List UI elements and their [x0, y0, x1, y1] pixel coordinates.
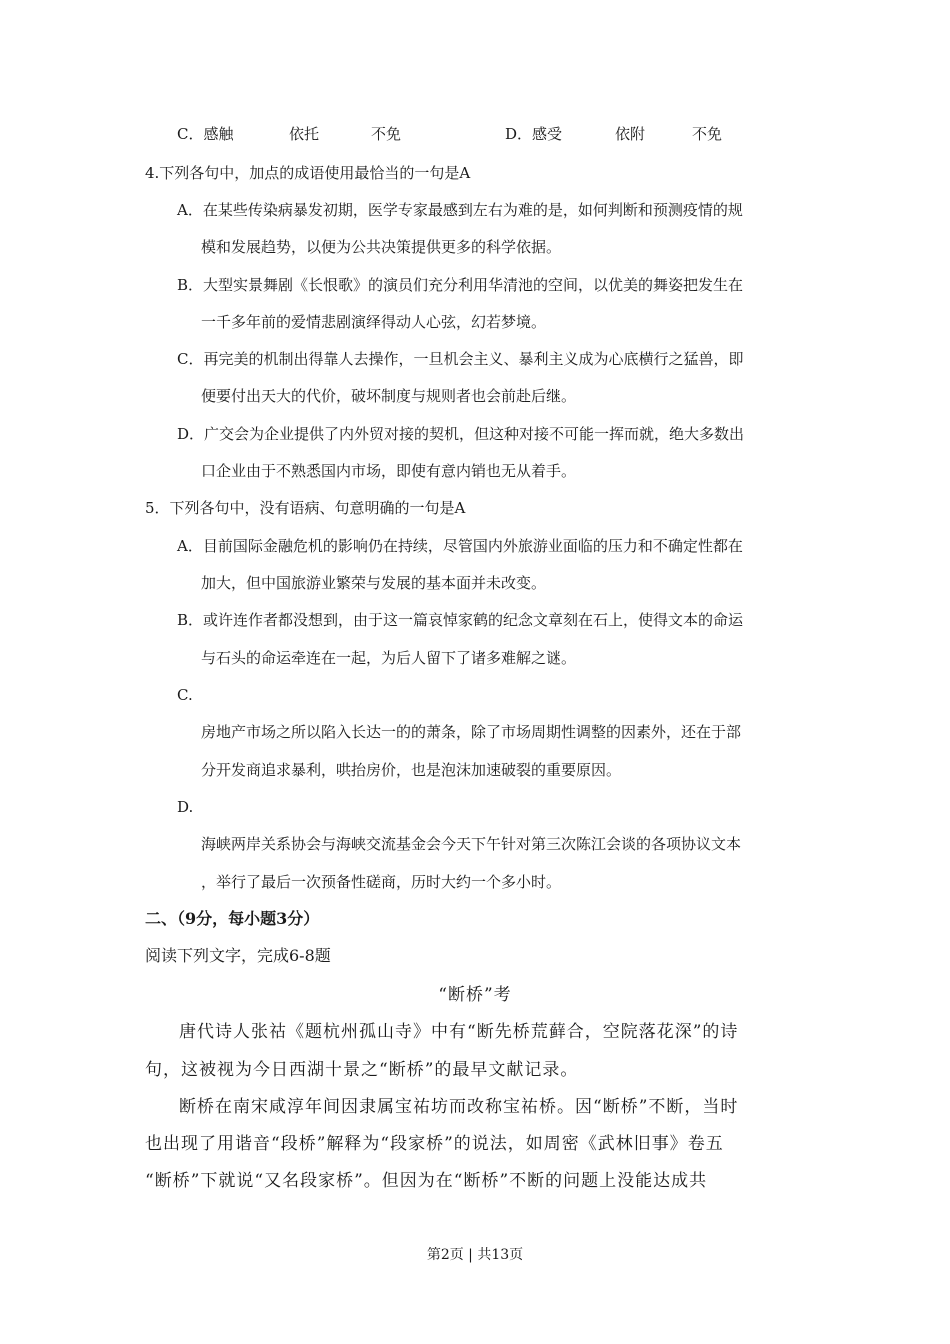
page-footer: 第2页 | 共13页: [426, 1247, 524, 1263]
q4-option-d-line1: D．广交会为企业提供了内外贸对接的契机，但这种对接不可能一挥而就，绝大多数出: [177, 425, 745, 443]
q4-option-b-line1: B．大型实景舞剧《长恨歌》的演员们充分利用华清池的空间，以优美的舞姿把发生在: [177, 276, 744, 294]
article-title: “断桥”考: [438, 985, 512, 1005]
q3-option-d-word3: 不免: [692, 125, 723, 143]
q4-option-d-line2: 口企业由于不熟悉国内市场，即使有意内销也无从着手。: [201, 462, 577, 480]
q5-option-a-line1: A．目前国际金融危机的影响仍在持续，尽管国内外旅游业面临的压力和不确定性都在: [177, 537, 743, 555]
q5-option-d-line1: 海峡两岸关系协会与海峡交流基金会今天下午针对第三次陈江会谈的各项协议文本: [201, 835, 742, 853]
q3-option-c-label: C．感触: [177, 125, 234, 143]
q3-option-c-word2: 依托: [289, 125, 320, 143]
q5-option-c-line1: 房地产市场之所以陷入长达一的的萧条，除了市场周期性调整的因素外，还在于部: [201, 723, 742, 741]
article-p2-line1: 断桥在南宋咸淳年间因隶属宝祐坊而改称宝祐桥。因“断桥”不断，当时: [179, 1097, 739, 1117]
article-p2-line3: “断桥”下就说“又名段家桥”。但因为在“断桥”不断的问题上没能达成共: [145, 1171, 708, 1191]
q5-option-a-line2: 加大，但中国旅游业繁荣与发展的基本面并未改变。: [201, 574, 547, 592]
q5-option-b-line2: 与石头的命运牵连在一起，为后人留下了诸多难解之谜。: [201, 649, 577, 667]
q5-option-d-label: D.: [177, 798, 194, 816]
article-p2-line2: 也出现了用谐音“段桥”解释为“段家桥”的说法，如周密《武林旧事》卷五: [145, 1134, 724, 1154]
q4-option-b-line2: 一千多年前的爱情悲剧演绎得动人心弦，幻若梦境。: [201, 313, 547, 331]
q4-option-a-line2: 模和发展趋势，以便为公共决策提供更多的科学依据。: [201, 238, 562, 256]
q4-option-a-line1: A．在某些传染病暴发初期，医学专家最感到左右为难的是，如何判断和预测疫情的规: [177, 201, 743, 219]
q5-option-d-line2: ，举行了最后一次预备性磋商，历时大约一个多小时。: [201, 873, 562, 891]
section-2-instruction: 阅读下列文字，完成6-8题: [145, 946, 331, 965]
q5-option-c-line2: 分开发商追求暴利，哄抬房价，也是泡沫加速破裂的重要原因。: [201, 761, 622, 779]
article-p1-line1: 唐代诗人张祜《题杭州孤山寺》中有“断先桥荒藓合，空院落花深”的诗: [179, 1022, 739, 1042]
q3-option-d-label: D．感受: [505, 125, 563, 143]
q5-option-b-line1: B．或许连作者都没想到，由于这一篇哀悼家鹤的纪念文章刻在石上，使得文本的命运: [177, 611, 744, 629]
article-p1-line2: 句，这被视为今日西湖十景之“断桥”的最早文献记录。: [145, 1060, 579, 1080]
q5-option-c-label: C.: [177, 686, 193, 704]
q5-stem: 5．下列各句中，没有语病、句意明确的一句是A: [145, 499, 466, 517]
section-2-heading: 二、（9分，每小题3分）: [145, 909, 320, 928]
q3-option-c-word3: 不免: [371, 125, 402, 143]
q4-option-c-line2: 便要付出天大的代价，破坏制度与规则者也会前赴后继。: [201, 387, 577, 405]
q4-option-c-line1: C．再完美的机制出得靠人去操作，一旦机会主义、暴利主义成为心底横行之猛兽，即: [177, 350, 744, 368]
q4-stem: 4.下列各句中，加点的成语使用最恰当的一句是A: [145, 164, 471, 182]
q3-options-row: [177, 124, 723, 144]
q3-option-d-word2: 依附: [615, 125, 646, 143]
